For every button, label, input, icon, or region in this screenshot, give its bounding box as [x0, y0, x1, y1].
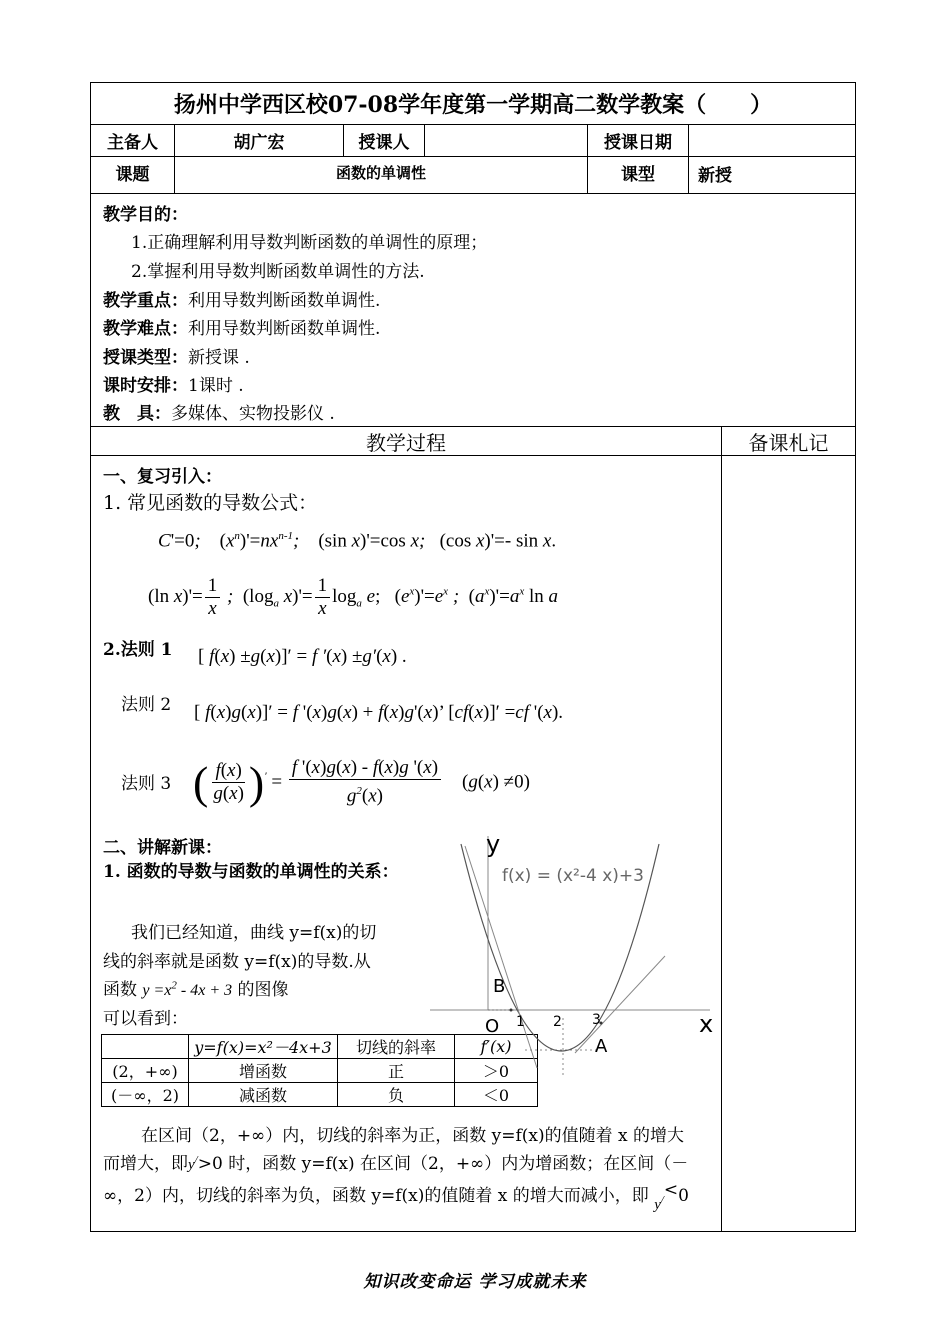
new-lesson-heading: 二、讲解新课： [103, 838, 222, 858]
tools [103, 399, 335, 424]
rule-1-formula: [ f(x) ±g(x)]′ = f ′(x) ±g′(x) . [198, 646, 407, 667]
para1-line3-post: 的图像 [237, 980, 289, 1000]
table-cell: ＞0 [455, 1059, 538, 1083]
schedule-label: 课时安排： [103, 376, 188, 396]
notes-column-header: 备课札记 [748, 430, 829, 455]
objective-2: 2.掌握利用导数判断函数单调性的方法. [131, 262, 425, 282]
key-point [103, 286, 380, 311]
objective-1: 1.正确理解利用导数判断函数的单调性的原理； [131, 233, 488, 253]
formula-row-2: (ln x)'= $\frac{1}{x}$ ; ($\log_a$ x)'= $\frac{1}{x}$ $\log_a e$; $(e^x)'=e^x$ ; $(a^x)'=a^x$ ln a [148, 575, 558, 619]
difficulty-value: 利用导数判断函数单调性. [188, 319, 381, 339]
date-value [689, 125, 855, 156]
process-column-header: 教学过程 [366, 430, 446, 455]
para2-line3 [103, 1180, 689, 1213]
type-label: 课型 [621, 164, 655, 185]
key-point-value: 利用导数判断函数单调性. [188, 291, 381, 311]
tools-value: 多媒体、实物投影仪 . [171, 404, 335, 424]
lesson-type-label: 授课类型： [103, 348, 188, 368]
point-b-dot [510, 1009, 513, 1012]
table-header-cell: 切线的斜率 [338, 1035, 455, 1059]
row-line [90, 193, 856, 194]
review-item-1: 1. 常见函数的导数公式： [103, 492, 318, 514]
tools-label: 教 具： [103, 404, 171, 424]
type-value: 新授 [698, 166, 732, 186]
graph-y-label: y [486, 830, 501, 858]
teacher-value [425, 125, 587, 156]
difficulty [103, 314, 380, 339]
page-title: 扬州中学西区校07-08学年度第一学期高二数学教案（ ） [173, 92, 773, 118]
schedule [103, 371, 244, 396]
teacher-label: 授课人 [358, 133, 410, 153]
graph-origin: O [485, 1016, 500, 1037]
rule-3-formula: ( $\frac{f(x)}{g(x)}$ )′ = $\frac{f '(x)g(x) - f(x)g '(x)}{g^2(x)}$ (g(x) ≠0) [193, 757, 530, 808]
date-label: 授课日期 [604, 133, 672, 153]
lesson-type-value: 新授课 . [188, 348, 250, 368]
table-header-cell: f′(x) [455, 1035, 538, 1059]
table-cell: (－∞，2) [102, 1083, 189, 1107]
rule-2-formula: [ f(x)g(x)]′ = f '(x)g(x) + f(x)g'(x)’ [cf(x)]′ =cf '(x). [194, 702, 564, 723]
para2-line2-pre: 而增大，即 [103, 1154, 188, 1174]
para1-line4: 可以看到： [103, 1009, 188, 1029]
para2-line1: 在区间（2，+∞）内，切线的斜率为正，函数 y=f(x)的值随着 x 的增大 [141, 1126, 685, 1146]
rule-1-label: 2.法则 1 [103, 640, 173, 660]
function-expression: $y =x^2 - 4x + 3$ [142, 979, 233, 999]
table-cell: 增函数 [189, 1059, 338, 1083]
para1-line3 [103, 975, 289, 1000]
preparer-label: 主备人 [107, 133, 158, 153]
graph-formula: f(x) = (x²-4 x)+3 [502, 866, 644, 886]
border-bottom [90, 1231, 856, 1232]
table-cell: 减函数 [189, 1083, 338, 1107]
rule-2-label: 法则 2 [121, 695, 172, 715]
para1-line1: 我们已经知道，曲线 y=f(x)的切 [131, 923, 377, 943]
lesson-type [103, 343, 250, 368]
y-prime-symbol: y/ [188, 1154, 198, 1173]
table-cell: ＜0 [455, 1083, 538, 1107]
preparer-name: 胡广宏 [233, 133, 285, 153]
graph-point-a: A [595, 1036, 608, 1057]
table-cell: 负 [338, 1083, 455, 1107]
table-cell: (2，+∞) [102, 1059, 189, 1083]
key-point-label: 教学重点： [103, 291, 188, 311]
review-heading: 一、复习引入： [103, 467, 222, 487]
table-header-cell [102, 1035, 189, 1059]
tangent-line-a [575, 956, 665, 1053]
para2-line3-end: 0 [678, 1186, 689, 1206]
less-than-symbol: < [663, 1180, 679, 1200]
graph-tick-3: 3 [592, 1012, 601, 1028]
objectives-heading: 教学目的： [103, 205, 188, 225]
border-left [90, 82, 91, 1232]
row-line [90, 455, 856, 456]
para1-line3-pre: 函数 [103, 980, 137, 1000]
graph-point-b: B [493, 976, 506, 997]
topic-value: 函数的单调性 [335, 163, 426, 182]
new-lesson-subheading: 1. 函数的导数与函数的单调性的关系： [103, 862, 399, 882]
border-right [855, 82, 856, 1232]
para2-line2 [103, 1149, 688, 1174]
topic-label: 课题 [115, 164, 150, 185]
graph-x-label: x [699, 1010, 714, 1038]
graph-tick-2: 2 [553, 1014, 562, 1030]
y-prime-symbol: y/ [654, 1194, 664, 1213]
para1-line2: 线的斜率就是函数 y=f(x)的导数.从 [103, 952, 371, 972]
table-header-cell: y=f(x)=x²－4x+3 [189, 1035, 338, 1059]
rule-3-label: 法则 3 [121, 774, 172, 794]
graph-tick-1: 1 [516, 1014, 525, 1030]
table-cell: 正 [338, 1059, 455, 1083]
para2-line3-text: ∞，2）内，切线的斜率为负，函数 y=f(x)的值随着 x 的增大而减小，即 [103, 1186, 649, 1206]
schedule-value: 1课时 . [188, 376, 244, 396]
difficulty-label: 教学难点： [103, 319, 188, 339]
para2-line2-post: >0 时，函数 y=f(x) 在区间（2，+∞）内为增函数；在区间（－ [197, 1154, 689, 1174]
page-footer: 知识改变命运 学习成就未来 [363, 1271, 587, 1292]
formula-row-1: C'=0; $(x^n)'=nx^{n-1}$; (sin x)'=cos x; (cos x)'=- sin x. [158, 530, 557, 552]
